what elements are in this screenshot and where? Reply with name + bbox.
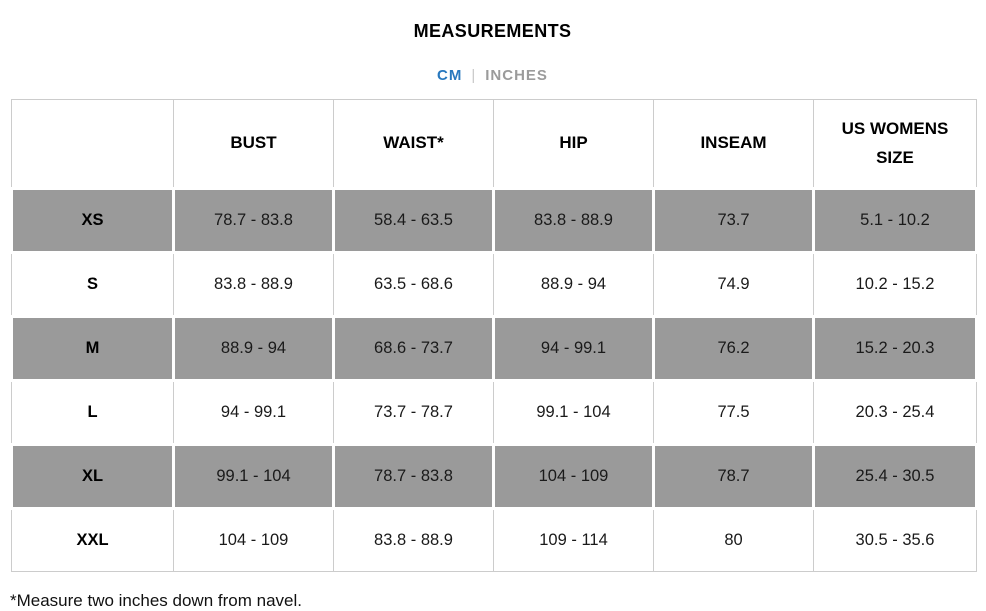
unit-tab-cm[interactable]: CM <box>437 67 463 84</box>
measurement-cell: 68.6 - 73.7 <box>334 317 494 381</box>
table-header-row <box>12 100 977 189</box>
measurement-cell: 78.7 - 83.8 <box>334 445 494 509</box>
measurement-cell: 104 - 109 <box>494 445 654 509</box>
size-label-cell: XXL <box>12 509 174 572</box>
measurement-cell: 109 - 114 <box>494 509 654 572</box>
size-label-cell: XL <box>12 445 174 509</box>
column-header: US WOMENS SIZE <box>814 100 977 189</box>
measurement-cell: 20.3 - 25.4 <box>814 381 977 445</box>
measurement-cell: 80 <box>654 509 814 572</box>
measurement-cell: 88.9 - 94 <box>494 253 654 317</box>
table-row <box>12 253 977 317</box>
unit-toggle-divider: | <box>471 67 477 84</box>
measurement-cell: 99.1 - 104 <box>494 381 654 445</box>
measurement-cell: 83.8 - 88.9 <box>494 189 654 253</box>
measurement-cell: 10.2 - 15.2 <box>814 253 977 317</box>
size-label-cell: L <box>12 381 174 445</box>
measurements-table <box>10 99 978 572</box>
page-title: MEASUREMENTS <box>413 21 572 41</box>
measurement-cell: 78.7 <box>654 445 814 509</box>
measurement-cell: 74.9 <box>654 253 814 317</box>
measurement-cell: 63.5 - 68.6 <box>334 253 494 317</box>
unit-toggle <box>10 67 975 84</box>
measurement-cell: 73.7 - 78.7 <box>334 381 494 445</box>
size-label-cell: S <box>12 253 174 317</box>
size-table-body <box>12 189 977 572</box>
measurement-cell: 83.8 - 88.9 <box>174 253 334 317</box>
table-row <box>12 509 977 572</box>
size-column-header <box>12 100 174 189</box>
measurement-cell: 30.5 - 35.6 <box>814 509 977 572</box>
measurement-cell: 15.2 - 20.3 <box>814 317 977 381</box>
measurement-cell: 94 - 99.1 <box>494 317 654 381</box>
table-row <box>12 381 977 445</box>
column-header: HIP <box>494 100 654 189</box>
measurement-cell: 78.7 - 83.8 <box>174 189 334 253</box>
measurement-cell: 25.4 - 30.5 <box>814 445 977 509</box>
measurement-cell: 58.4 - 63.5 <box>334 189 494 253</box>
measurement-cell: 76.2 <box>654 317 814 381</box>
waist-footnote: *Measure two inches down from navel. <box>10 591 302 610</box>
measurement-cell: 88.9 - 94 <box>174 317 334 381</box>
measurement-cell: 73.7 <box>654 189 814 253</box>
measurement-cell: 5.1 - 10.2 <box>814 189 977 253</box>
table-row <box>12 445 977 509</box>
measurement-cell: 94 - 99.1 <box>174 381 334 445</box>
unit-tab-inches[interactable]: INCHES <box>485 67 548 84</box>
size-label-cell: XS <box>12 189 174 253</box>
column-header: WAIST* <box>334 100 494 189</box>
size-label-cell: M <box>12 317 174 381</box>
measurement-cell: 83.8 - 88.9 <box>334 509 494 572</box>
table-row <box>12 317 977 381</box>
column-header: BUST <box>174 100 334 189</box>
column-header: INSEAM <box>654 100 814 189</box>
table-row <box>12 189 977 253</box>
measurement-cell: 104 - 109 <box>174 509 334 572</box>
measurement-cell: 77.5 <box>654 381 814 445</box>
measurement-cell: 99.1 - 104 <box>174 445 334 509</box>
